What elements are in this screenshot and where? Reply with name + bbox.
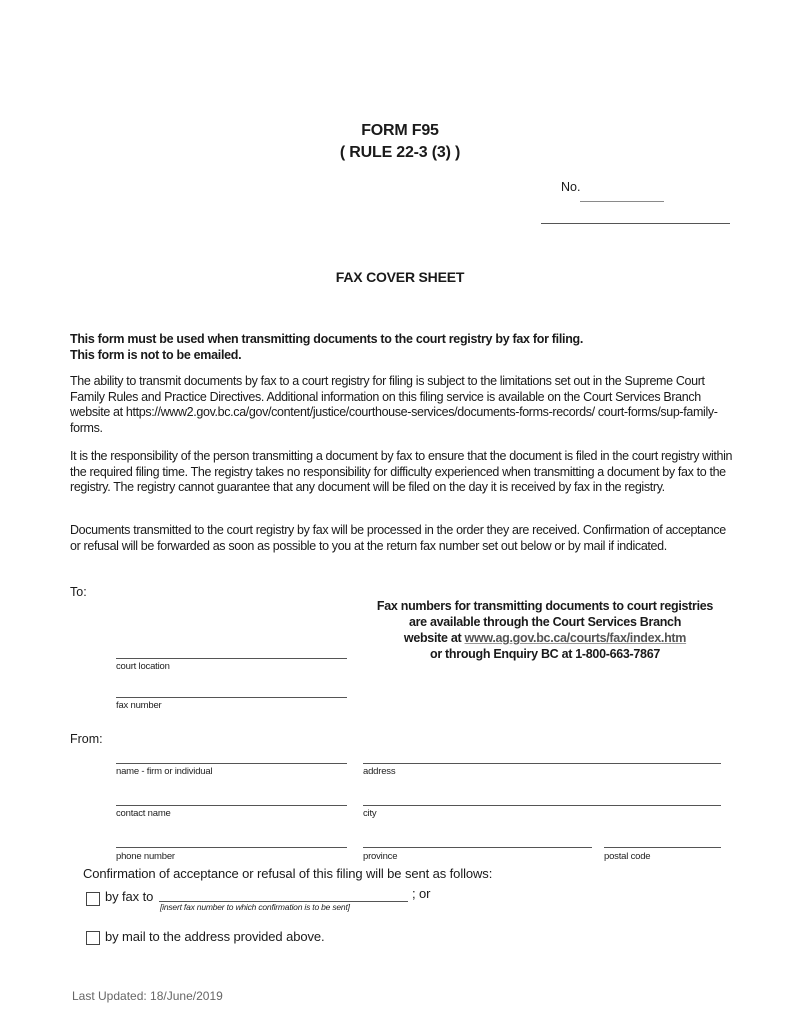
paragraph-processing: Documents transmitted to the court registry by fax will be processed in the order they are received. Confirmation of acceptance or refusal will be forwarded as soon as possible to you at the return fax number set out below or by mail if indicated. xyxy=(70,523,726,553)
notice-line-1: This form must be used when transmitting documents to the court registry by fax for filing. xyxy=(70,332,584,346)
to-fax-number-caption: fax number xyxy=(116,700,162,711)
paragraph-responsibility: It is the responsibility of the person transmitting a document by fax to ensure that the document is filed in the court registry within the required filing time. The registry takes no responsibility for difficulty experienced when transmitting a document by fax to the registry. The registry cannot guarantee that any document will be filed on the day it is received by fax in the registry. xyxy=(70,449,733,495)
court-location-caption: court location xyxy=(116,661,170,672)
fax-info-line-2: are available through the Court Services Branch xyxy=(408,615,682,629)
fax-info-line-3 xyxy=(360,630,730,646)
form-number-title: FORM F95 xyxy=(361,122,439,139)
fax-info-website-prefix: website at xyxy=(403,631,465,645)
to-label: To: xyxy=(70,585,87,599)
file-number-label: No. xyxy=(561,180,581,194)
file-number-field[interactable] xyxy=(580,201,664,202)
notice-line-2: This form is not to be emailed. xyxy=(70,348,242,362)
fax-info-line-1: Fax numbers for transmitting documents to court registries xyxy=(376,599,714,613)
name-caption: name - firm or individual xyxy=(116,766,213,777)
sheet-title: FAX COVER SHEET xyxy=(335,269,465,285)
to-fax-number-field[interactable] xyxy=(116,697,347,698)
province-field[interactable] xyxy=(363,847,592,848)
from-label: From: xyxy=(70,732,103,746)
rule-reference: ( RULE 22-3 (3) ) xyxy=(339,144,461,161)
notice-block xyxy=(70,331,730,363)
court-location-field[interactable] xyxy=(116,658,347,659)
paragraph-fax-limitations: The ability to transmit documents by fax to a court registry for filing is subject to the limitations set out in the Supreme Court Family Rules and Practice Directives. Additional information on this filing service is available on the Court Services Branch website at https://www2.gov.bc.ca/gov/content/justice/courthouse-services/documents-forms-records/ court-forms/sup-family-forms. xyxy=(70,374,718,435)
fax-info-line-4: or through Enquiry BC at 1-800-663-7867 xyxy=(429,647,661,661)
fax-numbers-link[interactable]: www.ag.gov.bc.ca/courts/fax/index.htm xyxy=(464,631,687,645)
by-fax-label: by fax to xyxy=(105,889,154,904)
province-caption: province xyxy=(363,851,398,862)
contact-name-field[interactable] xyxy=(116,805,347,806)
by-mail-label: by mail to the address provided above. xyxy=(105,929,325,944)
last-updated: Last Updated: 18/June/2019 xyxy=(72,989,223,1003)
by-mail-checkbox[interactable] xyxy=(86,931,100,945)
by-fax-checkbox[interactable] xyxy=(86,892,100,906)
by-fax-suffix: ; or xyxy=(412,886,431,901)
registry-field[interactable] xyxy=(541,223,730,224)
phone-number-field[interactable] xyxy=(116,847,347,848)
city-field[interactable] xyxy=(363,805,721,806)
address-caption: address xyxy=(363,766,396,777)
name-field[interactable] xyxy=(116,763,347,764)
contact-name-caption: contact name xyxy=(116,808,171,819)
postal-code-caption: postal code xyxy=(604,851,651,862)
postal-code-field[interactable] xyxy=(604,847,721,848)
phone-number-caption: phone number xyxy=(116,851,175,862)
by-fax-hint: [insert fax number to which confirmation is to be sent] xyxy=(160,902,350,912)
address-field[interactable] xyxy=(363,763,721,764)
fax-info-block xyxy=(360,598,730,662)
confirmation-heading: Confirmation of acceptance or refusal of this filing will be sent as follows: xyxy=(83,866,493,881)
city-caption: city xyxy=(363,808,377,819)
